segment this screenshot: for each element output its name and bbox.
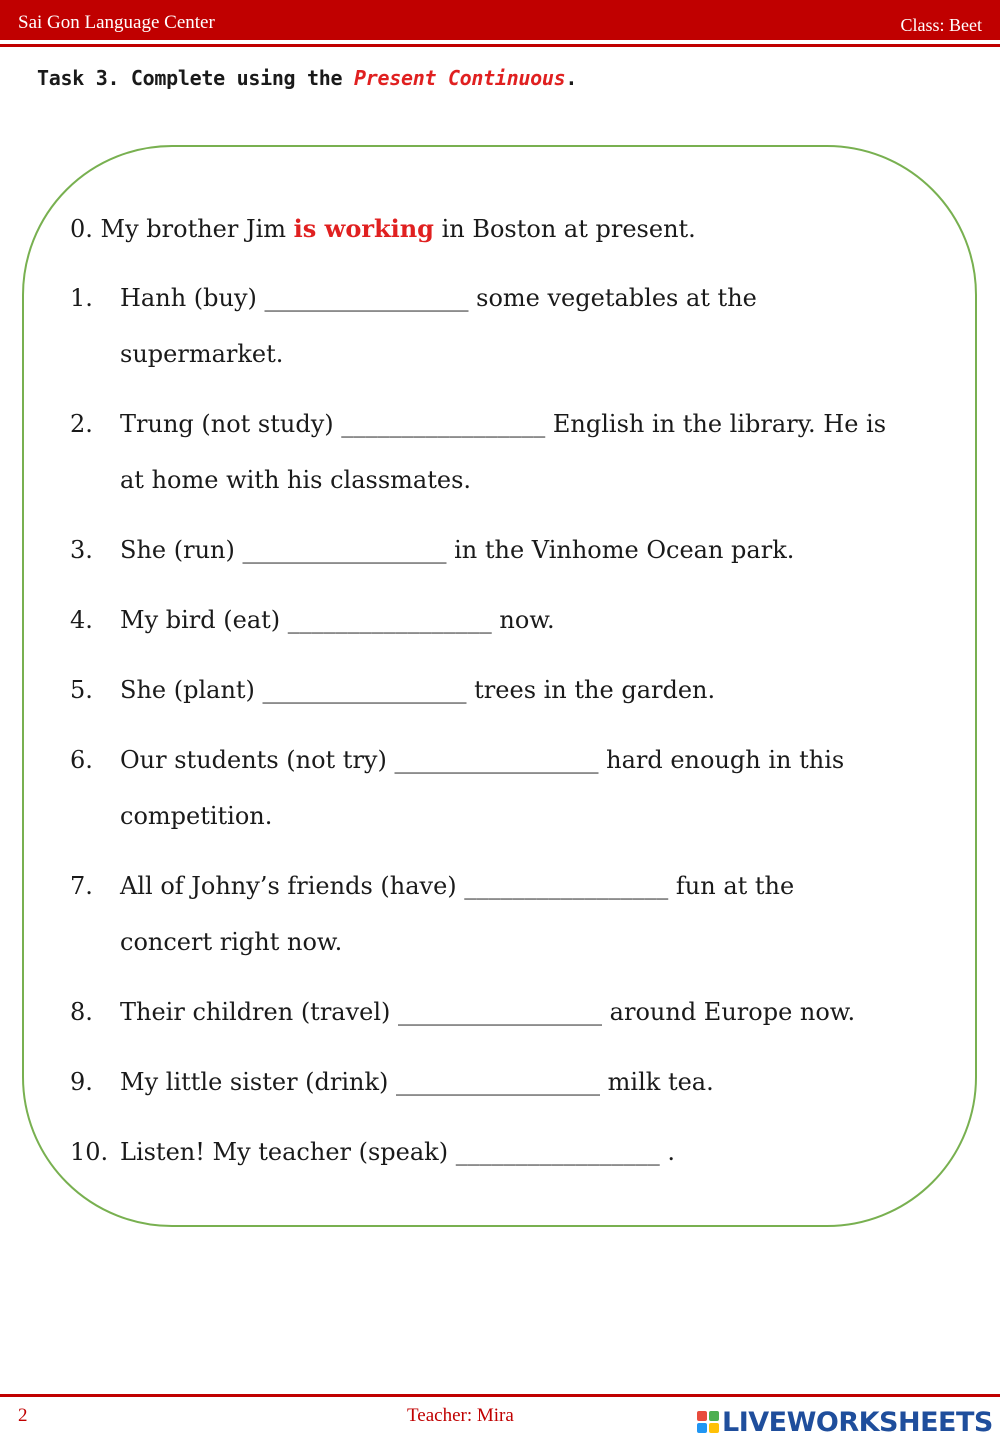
question-6-continuation: competition. [120, 802, 273, 830]
question-2-continuation: at home with his classmates. [120, 466, 472, 494]
question-number: 10. [70, 1138, 109, 1166]
question-5 [70, 675, 715, 705]
example-end: in Boston at present. [433, 215, 696, 243]
question-10 [70, 1137, 675, 1167]
question-1 [70, 283, 757, 313]
question-7-continuation: concert right now. [120, 928, 343, 956]
question-text[interactable]: All of Johny’s friends (have) _________________ fun at the [120, 872, 795, 900]
class-label: Class: Beet [900, 15, 982, 35]
task-suffix: . [565, 66, 578, 90]
question-9 [70, 1067, 714, 1097]
header-divider [0, 44, 1000, 47]
question-number: 5. [70, 676, 93, 704]
question-3 [70, 535, 794, 565]
question-8 [70, 997, 855, 1027]
question-1-continuation: supermarket. [120, 340, 284, 368]
teacher-name: Teacher: Mira [407, 1405, 514, 1426]
question-number: 6. [70, 746, 93, 774]
question-text[interactable]: Trung (not study) _________________ English in the library. He is [120, 410, 887, 438]
question-number: 3. [70, 536, 93, 564]
question-text[interactable]: My bird (eat) _________________ now. [120, 606, 555, 634]
page-number: 2 [18, 1405, 28, 1426]
question-number: 4. [70, 606, 93, 634]
question-number: 2. [70, 410, 93, 438]
logo-text: LIVEWORKSHEETS [722, 1406, 993, 1438]
question-number: 9. [70, 1068, 93, 1096]
example-start: 0. My brother Jim [70, 215, 294, 243]
footer-divider [0, 1394, 1000, 1397]
liveworksheets-logo[interactable] [697, 1406, 993, 1438]
question-2 [70, 409, 886, 439]
example-sentence [70, 214, 696, 244]
center-name: Sai Gon Language Center [18, 12, 215, 33]
question-number: 8. [70, 998, 93, 1026]
question-6 [70, 745, 844, 775]
question-text[interactable]: Hanh (buy) _________________ some vegetables at the [120, 284, 757, 312]
question-text[interactable]: Our students (not try) _________________ hard enough in this [120, 746, 845, 774]
task-instruction [37, 66, 577, 90]
question-text[interactable]: She (run) _________________ in the Vinhome Ocean park. [120, 536, 795, 564]
task-tense: Present Continuous [354, 66, 566, 90]
question-number: 1. [70, 284, 93, 312]
question-text[interactable]: She (plant) _________________ trees in the garden. [120, 676, 716, 704]
task-prefix: Task 3. Complete using the [37, 66, 355, 90]
question-4 [70, 605, 555, 635]
header-bar [0, 0, 1000, 40]
example-answer: is working [293, 214, 434, 243]
question-text[interactable]: Listen! My teacher (speak) _________________ . [120, 1138, 675, 1166]
question-7 [70, 871, 794, 901]
question-number: 7. [70, 872, 93, 900]
question-text[interactable]: Their children (travel) _________________ around Europe now. [120, 998, 856, 1026]
logo-grid-icon [697, 1411, 719, 1433]
question-text[interactable]: My little sister (drink) _________________ milk tea. [120, 1068, 714, 1096]
